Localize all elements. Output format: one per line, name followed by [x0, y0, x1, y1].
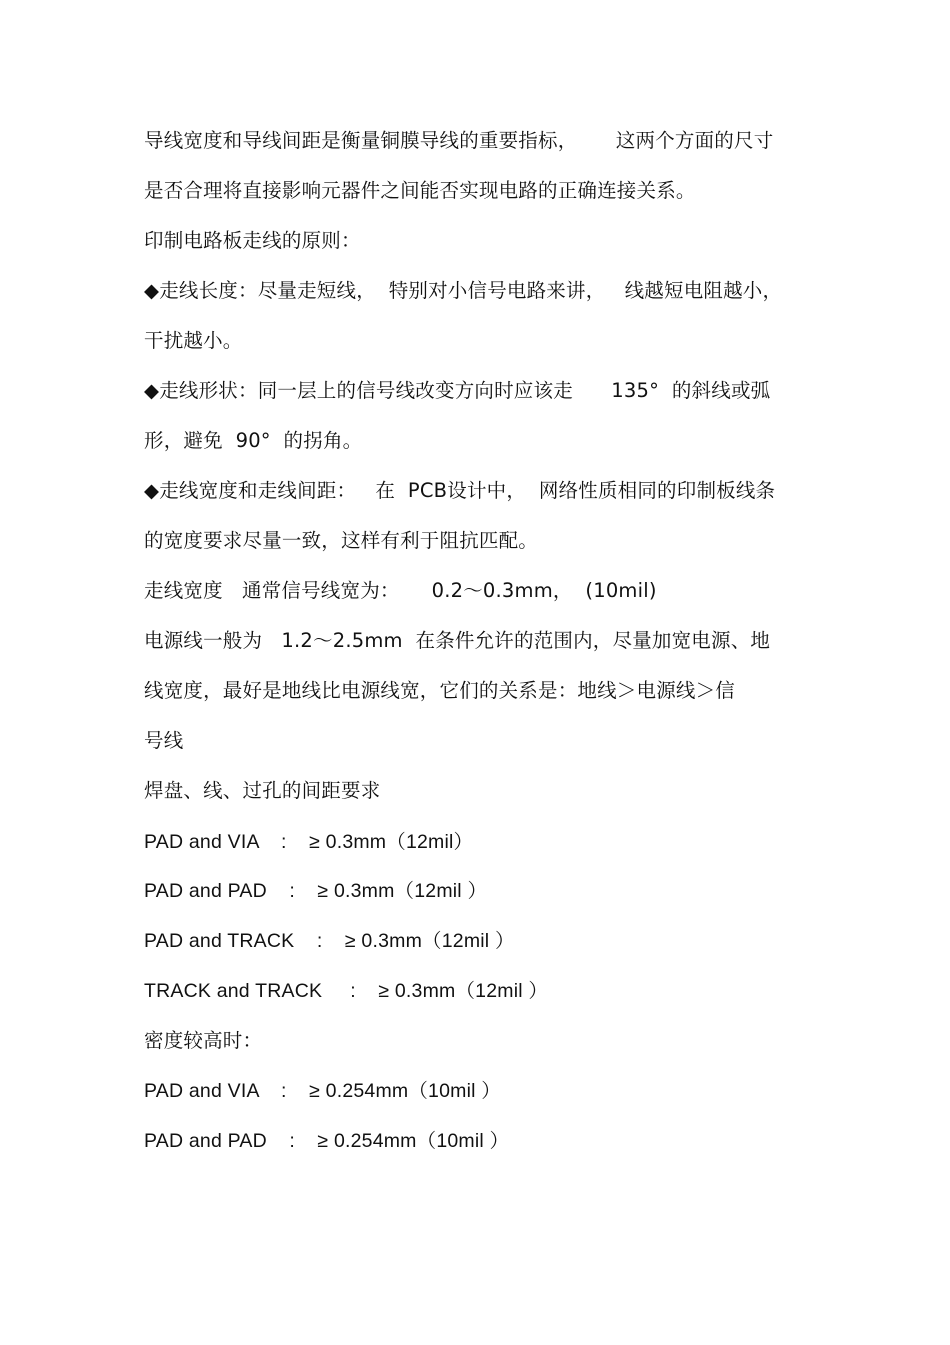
bullet-line: ◆走线长度：尽量走短线， 特别对小信号电路来讲， 线越短电阻越小，	[144, 279, 783, 302]
paragraph-line: 的宽度要求尽量一致，这样有利于阻抗匹配。	[144, 529, 539, 552]
paragraph-line: 导线宽度和导线间距是衡量铜膜导线的重要指标， 这两个方面的尺寸	[144, 129, 774, 152]
bullet-line: ◆走线形状：同一层上的信号线改变方向时应该走 135° 的斜线或弧	[144, 379, 771, 402]
paragraph-line: 线宽度，最好是地线比电源线宽，它们的关系是：地线＞电源线＞信	[144, 679, 736, 702]
spacing-rule: PAD and VIA : ≥ 0.254mm（10mil ）	[144, 1080, 501, 1102]
section-heading: 焊盘、线、过孔的间距要求	[144, 779, 381, 802]
section-heading: 密度较高时：	[144, 1029, 263, 1052]
spacing-rule: PAD and PAD : ≥ 0.254mm（10mil ）	[144, 1130, 510, 1152]
paragraph-line: 电源线一般为 1.2～2.5mm 在条件允许的范围内，尽量加宽电源、地	[144, 629, 771, 652]
paragraph-line: 干扰越小。	[144, 329, 243, 352]
paragraph-line: 号线	[144, 729, 184, 752]
bullet-line: ◆走线宽度和走线间距： 在 PCB设计中， 网络性质相同的印制板线条	[144, 479, 776, 502]
paragraph-line: 走线宽度 通常信号线宽为： 0.2～0.3mm， (10mil)	[144, 579, 657, 602]
spacing-rule: TRACK and TRACK : ≥ 0.3mm（12mil ）	[144, 980, 549, 1002]
section-heading: 印制电路板走线的原则：	[144, 229, 361, 252]
spacing-rule: PAD and TRACK : ≥ 0.3mm（12mil ）	[144, 930, 515, 952]
spacing-rule: PAD and PAD : ≥ 0.3mm（12mil ）	[144, 880, 488, 902]
paragraph-line: 是否合理将直接影响元器件之间能否实现电路的正确连接关系。	[144, 179, 696, 202]
paragraph-line: 形，避免 90° 的拐角。	[144, 429, 363, 452]
spacing-rule: PAD and VIA : ≥ 0.3mm（12mil）	[144, 831, 474, 853]
